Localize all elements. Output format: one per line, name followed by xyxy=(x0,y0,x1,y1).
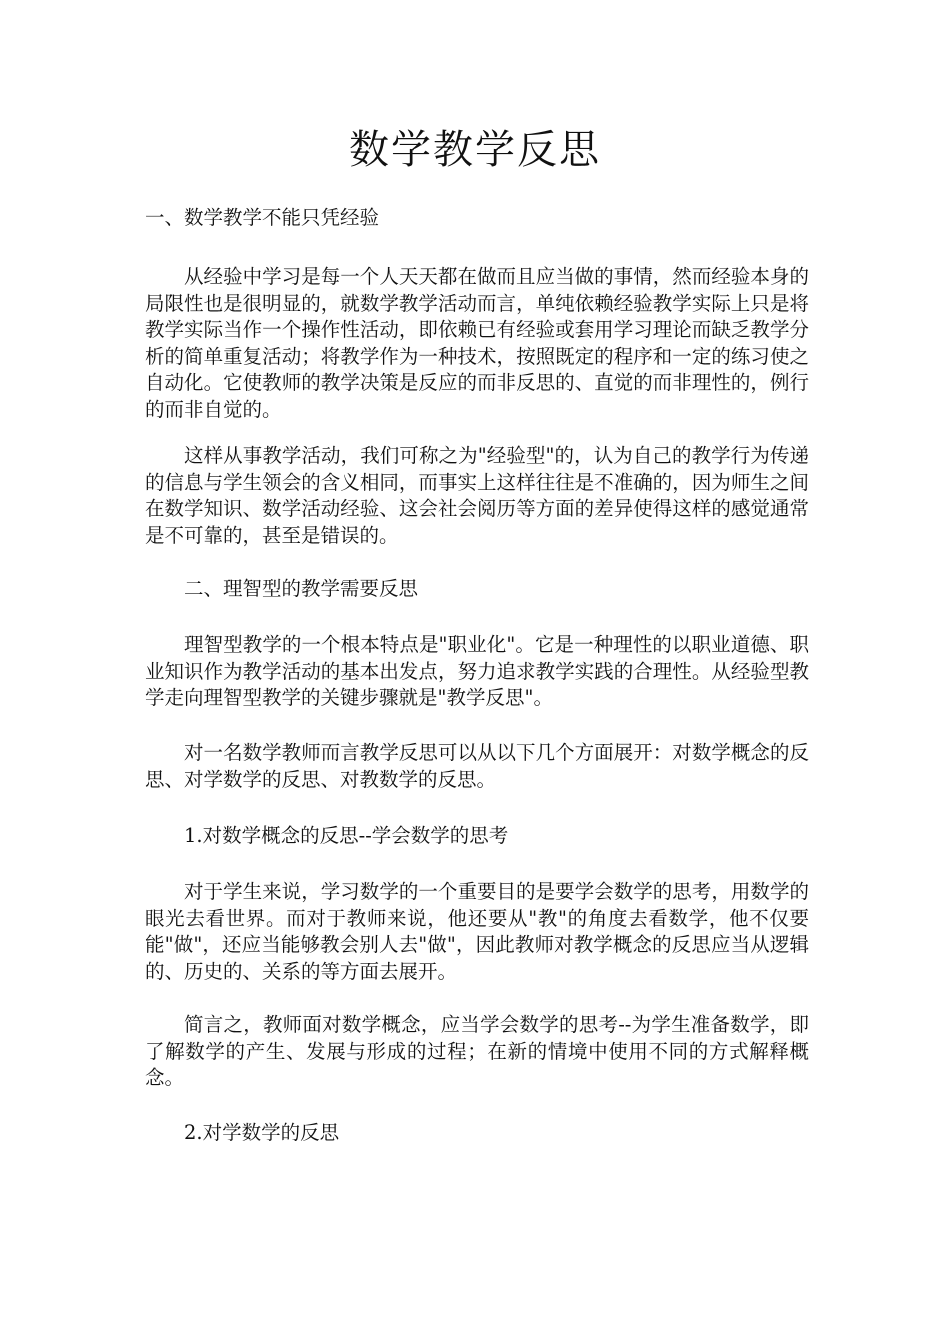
paragraph-2: 这样从事教学活动，我们可称之为"经验型"的，认为自己的教学行为传递的信息与学生领会的含义相同，而事实上这样往往是不准确的，因为师生之间在数学知识、数学活动经验、这会社会阅历等方面的差异使得这样的感觉通常是不可靠的，甚至是错误的。 xyxy=(145,444,809,547)
paragraph-6: 简言之，教师面对数学概念，应当学会数学的思考--为学生准备数学，即了解数学的产生、发展与形成的过程；在新的情境中使用不同的方式解释概念。 xyxy=(145,1013,809,1089)
document-title: 数学教学反思 xyxy=(349,127,601,173)
subsection-1-heading: 1.对数学概念的反思--学会数学的思考 xyxy=(184,824,509,847)
section-1-heading: 一、数学教学不能只凭经验 xyxy=(145,206,380,229)
subsection-2-heading: 2.对学数学的反思 xyxy=(184,1121,340,1144)
paragraph-4: 对一名数学教师而言教学反思可以从以下几个方面展开：对数学概念的反思、对学数学的反思、对教数学的反思。 xyxy=(145,741,809,791)
section-2-heading: 二、理智型的教学需要反思 xyxy=(184,577,419,600)
paragraph-3: 理智型教学的一个根本特点是"职业化"。它是一种理性的以职业道德、职业知识作为教学活动的基本出发点，努力追求教学实践的合理性。从经验型教学走向理智型教学的关键步骤就是"教学反思"。 xyxy=(145,633,809,709)
paragraph-5: 对于学生来说，学习数学的一个重要目的是要学会数学的思考，用数学的眼光去看世界。而对于教师来说，他还要从"教"的角度去看数学，他不仅要能"做"，还应当能够教会别人去"做"，因此教师对教学概念的反思应当从逻辑的、历史的、关系的等方面去展开。 xyxy=(145,880,809,983)
paragraph-1: 从经验中学习是每一个人天天都在做而且应当做的事情，然而经验本身的局限性也是很明显的，就数学教学活动而言，单纯依赖经验教学实际上只是将教学实际当作一个操作性活动，即依赖已有经验或套用学习理论而缺乏教学分析的简单重复活动；将教学作为一种技术，按照既定的程序和一定的练习使之自动化。它使教师的教学决策是反应的而非反思的、直觉的而非理性的，例行的而非自觉的。 xyxy=(145,265,809,421)
